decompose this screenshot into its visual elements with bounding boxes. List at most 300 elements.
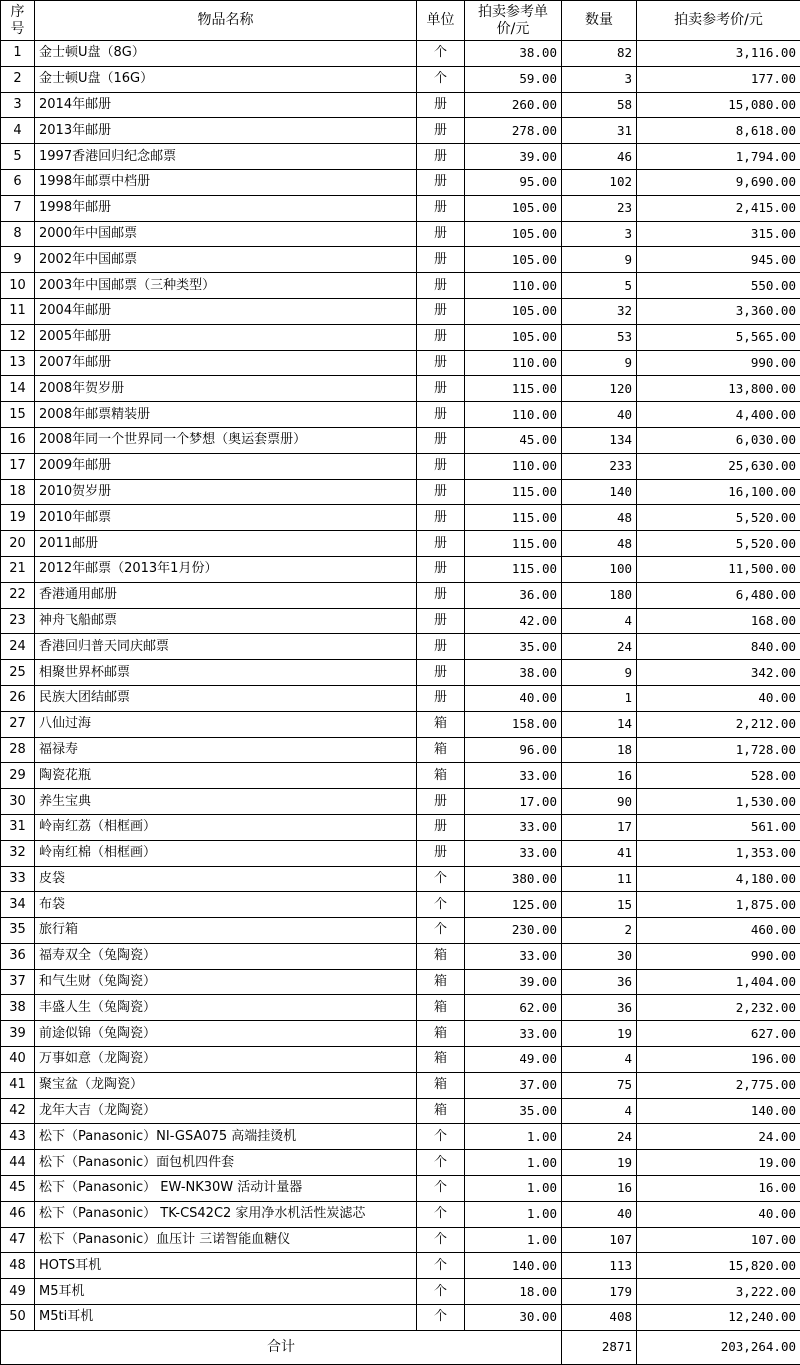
row-unit: 册 bbox=[417, 298, 465, 324]
row-index: 25 bbox=[1, 660, 35, 686]
row-item-name: 松下（Panasonic）NI-GSA075 高端挂烫机 bbox=[35, 1124, 417, 1150]
header-unit: 单位 bbox=[417, 1, 465, 41]
table-row bbox=[1, 453, 800, 479]
row-unit-price: 1.00 bbox=[465, 1201, 562, 1227]
row-unit-price: 140.00 bbox=[465, 1253, 562, 1279]
row-unit-price: 37.00 bbox=[465, 1072, 562, 1098]
row-unit: 箱 bbox=[417, 969, 465, 995]
table-row bbox=[1, 1227, 800, 1253]
row-item-name: 万事如意（龙陶瓷） bbox=[35, 1047, 417, 1073]
row-item-name: 和气生财（兔陶瓷） bbox=[35, 969, 417, 995]
table-row bbox=[1, 479, 800, 505]
row-quantity: 408 bbox=[562, 1305, 637, 1331]
row-total-price: 990.00 bbox=[637, 350, 800, 376]
row-total-price: 40.00 bbox=[637, 1201, 800, 1227]
row-index: 1 bbox=[1, 41, 35, 67]
row-item-name: 2005年邮册 bbox=[35, 324, 417, 350]
row-index: 46 bbox=[1, 1201, 35, 1227]
row-total-price: 24.00 bbox=[637, 1124, 800, 1150]
row-unit: 册 bbox=[417, 221, 465, 247]
row-item-name: 2008年同一个世界同一个梦想（奥运套票册） bbox=[35, 427, 417, 453]
row-quantity: 113 bbox=[562, 1253, 637, 1279]
total-sum: 203,264.00 bbox=[637, 1330, 800, 1364]
row-total-price: 4,400.00 bbox=[637, 402, 800, 428]
row-index: 19 bbox=[1, 505, 35, 531]
row-total-price: 40.00 bbox=[637, 685, 800, 711]
row-item-name: 前途似锦（兔陶瓷） bbox=[35, 1021, 417, 1047]
row-index: 11 bbox=[1, 298, 35, 324]
row-index: 7 bbox=[1, 195, 35, 221]
row-quantity: 53 bbox=[562, 324, 637, 350]
row-unit: 个 bbox=[417, 1176, 465, 1202]
row-total-price: 990.00 bbox=[637, 943, 800, 969]
table-row bbox=[1, 427, 800, 453]
row-item-name: 金士顿U盘（8G） bbox=[35, 41, 417, 67]
row-unit: 个 bbox=[417, 1279, 465, 1305]
row-quantity: 9 bbox=[562, 247, 637, 273]
row-total-price: 16,100.00 bbox=[637, 479, 800, 505]
row-total-price: 342.00 bbox=[637, 660, 800, 686]
row-unit: 个 bbox=[417, 892, 465, 918]
table-row bbox=[1, 505, 800, 531]
row-unit: 箱 bbox=[417, 711, 465, 737]
row-index: 50 bbox=[1, 1305, 35, 1331]
row-index: 48 bbox=[1, 1253, 35, 1279]
table-header bbox=[1, 1, 800, 41]
row-item-name: 2011邮册 bbox=[35, 531, 417, 557]
table-row bbox=[1, 324, 800, 350]
row-unit-price: 33.00 bbox=[465, 840, 562, 866]
row-quantity: 30 bbox=[562, 943, 637, 969]
row-unit-price: 110.00 bbox=[465, 273, 562, 299]
row-total-price: 6,030.00 bbox=[637, 427, 800, 453]
row-item-name: 民族大团结邮票 bbox=[35, 685, 417, 711]
row-index: 23 bbox=[1, 608, 35, 634]
row-total-price: 5,520.00 bbox=[637, 505, 800, 531]
row-unit-price: 1.00 bbox=[465, 1124, 562, 1150]
row-quantity: 2 bbox=[562, 918, 637, 944]
row-unit-price: 1.00 bbox=[465, 1150, 562, 1176]
row-unit-price: 33.00 bbox=[465, 943, 562, 969]
row-index: 44 bbox=[1, 1150, 35, 1176]
row-total-price: 1,353.00 bbox=[637, 840, 800, 866]
row-quantity: 46 bbox=[562, 144, 637, 170]
row-unit: 个 bbox=[417, 866, 465, 892]
row-unit: 册 bbox=[417, 453, 465, 479]
row-total-price: 945.00 bbox=[637, 247, 800, 273]
row-total-price: 5,520.00 bbox=[637, 531, 800, 557]
row-total-price: 2,775.00 bbox=[637, 1072, 800, 1098]
row-unit: 个 bbox=[417, 918, 465, 944]
row-item-name: 2003年中国邮票（三种类型） bbox=[35, 273, 417, 299]
table-body bbox=[1, 41, 800, 1331]
table-row bbox=[1, 1176, 800, 1202]
table-row bbox=[1, 1150, 800, 1176]
row-unit-price: 36.00 bbox=[465, 582, 562, 608]
row-item-name: 香港通用邮册 bbox=[35, 582, 417, 608]
row-total-price: 2,232.00 bbox=[637, 995, 800, 1021]
row-unit: 册 bbox=[417, 118, 465, 144]
row-index: 6 bbox=[1, 169, 35, 195]
row-item-name: 1998年邮册 bbox=[35, 195, 417, 221]
row-quantity: 180 bbox=[562, 582, 637, 608]
table-row bbox=[1, 298, 800, 324]
table-row bbox=[1, 634, 800, 660]
row-total-price: 2,212.00 bbox=[637, 711, 800, 737]
table-row bbox=[1, 1279, 800, 1305]
row-unit-price: 1.00 bbox=[465, 1176, 562, 1202]
total-quantity: 2871 bbox=[562, 1330, 637, 1364]
table-row bbox=[1, 144, 800, 170]
row-quantity: 82 bbox=[562, 41, 637, 67]
table-row bbox=[1, 866, 800, 892]
row-quantity: 19 bbox=[562, 1150, 637, 1176]
row-unit-price: 105.00 bbox=[465, 298, 562, 324]
row-unit-price: 115.00 bbox=[465, 505, 562, 531]
row-unit: 册 bbox=[417, 479, 465, 505]
row-index: 38 bbox=[1, 995, 35, 1021]
row-unit-price: 17.00 bbox=[465, 789, 562, 815]
header-index: 序号 bbox=[1, 1, 35, 41]
row-item-name: HOTS耳机 bbox=[35, 1253, 417, 1279]
row-quantity: 32 bbox=[562, 298, 637, 324]
row-unit: 册 bbox=[417, 427, 465, 453]
row-unit: 册 bbox=[417, 556, 465, 582]
table-row bbox=[1, 943, 800, 969]
row-unit-price: 95.00 bbox=[465, 169, 562, 195]
row-index: 14 bbox=[1, 376, 35, 402]
row-index: 26 bbox=[1, 685, 35, 711]
row-index: 20 bbox=[1, 531, 35, 557]
table-row bbox=[1, 402, 800, 428]
table-row bbox=[1, 711, 800, 737]
row-unit: 册 bbox=[417, 376, 465, 402]
row-index: 30 bbox=[1, 789, 35, 815]
row-unit-price: 40.00 bbox=[465, 685, 562, 711]
row-unit-price: 1.00 bbox=[465, 1227, 562, 1253]
row-index: 2 bbox=[1, 66, 35, 92]
row-item-name: 2004年邮册 bbox=[35, 298, 417, 324]
row-total-price: 561.00 bbox=[637, 814, 800, 840]
row-item-name: 岭南红棉（相框画） bbox=[35, 840, 417, 866]
row-index: 47 bbox=[1, 1227, 35, 1253]
row-index: 33 bbox=[1, 866, 35, 892]
row-total-price: 140.00 bbox=[637, 1098, 800, 1124]
row-unit: 个 bbox=[417, 66, 465, 92]
row-item-name: 丰盛人生（兔陶瓷） bbox=[35, 995, 417, 1021]
row-unit-price: 33.00 bbox=[465, 763, 562, 789]
row-item-name: 2008年邮票精装册 bbox=[35, 402, 417, 428]
row-quantity: 102 bbox=[562, 169, 637, 195]
row-item-name: 2012年邮票（2013年1月份） bbox=[35, 556, 417, 582]
row-unit-price: 38.00 bbox=[465, 41, 562, 67]
row-index: 24 bbox=[1, 634, 35, 660]
row-item-name: 2010贺岁册 bbox=[35, 479, 417, 505]
row-index: 22 bbox=[1, 582, 35, 608]
row-unit-price: 33.00 bbox=[465, 814, 562, 840]
row-index: 18 bbox=[1, 479, 35, 505]
row-unit-price: 62.00 bbox=[465, 995, 562, 1021]
table-row bbox=[1, 1047, 800, 1073]
row-total-price: 15,820.00 bbox=[637, 1253, 800, 1279]
row-item-name: 1997香港回归纪念邮票 bbox=[35, 144, 417, 170]
table-row bbox=[1, 892, 800, 918]
row-quantity: 3 bbox=[562, 221, 637, 247]
header-item-name: 物品名称 bbox=[35, 1, 417, 41]
row-total-price: 6,480.00 bbox=[637, 582, 800, 608]
row-item-name: 福寿双全（兔陶瓷） bbox=[35, 943, 417, 969]
row-unit: 箱 bbox=[417, 737, 465, 763]
row-total-price: 16.00 bbox=[637, 1176, 800, 1202]
row-unit-price: 260.00 bbox=[465, 92, 562, 118]
row-item-name: 聚宝盆（龙陶瓷） bbox=[35, 1072, 417, 1098]
row-unit: 个 bbox=[417, 1201, 465, 1227]
row-total-price: 8,618.00 bbox=[637, 118, 800, 144]
header-quantity: 数量 bbox=[562, 1, 637, 41]
row-quantity: 140 bbox=[562, 479, 637, 505]
row-unit: 箱 bbox=[417, 943, 465, 969]
row-total-price: 15,080.00 bbox=[637, 92, 800, 118]
table-row bbox=[1, 608, 800, 634]
row-item-name: 2013年邮册 bbox=[35, 118, 417, 144]
row-total-price: 550.00 bbox=[637, 273, 800, 299]
row-index: 32 bbox=[1, 840, 35, 866]
table-row bbox=[1, 763, 800, 789]
row-unit-price: 59.00 bbox=[465, 66, 562, 92]
row-item-name: 陶瓷花瓶 bbox=[35, 763, 417, 789]
row-index: 8 bbox=[1, 221, 35, 247]
row-quantity: 120 bbox=[562, 376, 637, 402]
row-unit: 箱 bbox=[417, 995, 465, 1021]
row-index: 10 bbox=[1, 273, 35, 299]
row-unit: 册 bbox=[417, 660, 465, 686]
row-item-name: 松下（Panasonic） EW-NK30W 活动计量器 bbox=[35, 1176, 417, 1202]
row-quantity: 40 bbox=[562, 1201, 637, 1227]
row-quantity: 24 bbox=[562, 634, 637, 660]
row-unit-price: 35.00 bbox=[465, 1098, 562, 1124]
row-item-name: 2007年邮册 bbox=[35, 350, 417, 376]
row-quantity: 48 bbox=[562, 531, 637, 557]
row-quantity: 233 bbox=[562, 453, 637, 479]
table-row bbox=[1, 660, 800, 686]
row-total-price: 315.00 bbox=[637, 221, 800, 247]
row-item-name: 2014年邮册 bbox=[35, 92, 417, 118]
row-unit-price: 39.00 bbox=[465, 969, 562, 995]
row-item-name: 2009年邮册 bbox=[35, 453, 417, 479]
row-unit: 册 bbox=[417, 685, 465, 711]
row-unit-price: 110.00 bbox=[465, 453, 562, 479]
row-quantity: 48 bbox=[562, 505, 637, 531]
row-quantity: 4 bbox=[562, 608, 637, 634]
table-row bbox=[1, 221, 800, 247]
row-unit: 册 bbox=[417, 247, 465, 273]
table-footer bbox=[1, 1330, 800, 1364]
row-index: 4 bbox=[1, 118, 35, 144]
row-index: 36 bbox=[1, 943, 35, 969]
row-unit: 箱 bbox=[417, 1021, 465, 1047]
row-total-price: 627.00 bbox=[637, 1021, 800, 1047]
row-unit-price: 115.00 bbox=[465, 479, 562, 505]
row-unit-price: 30.00 bbox=[465, 1305, 562, 1331]
row-quantity: 9 bbox=[562, 660, 637, 686]
table-row bbox=[1, 66, 800, 92]
row-unit-price: 105.00 bbox=[465, 324, 562, 350]
header-total-price: 拍卖参考价/元 bbox=[637, 1, 800, 41]
row-total-price: 2,415.00 bbox=[637, 195, 800, 221]
row-item-name: 岭南红荔（相框画） bbox=[35, 814, 417, 840]
row-total-price: 107.00 bbox=[637, 1227, 800, 1253]
row-item-name: 松下（Panasonic）血压计 三诺智能血糖仪 bbox=[35, 1227, 417, 1253]
row-quantity: 36 bbox=[562, 995, 637, 1021]
table-row bbox=[1, 737, 800, 763]
row-quantity: 3 bbox=[562, 66, 637, 92]
row-quantity: 23 bbox=[562, 195, 637, 221]
row-quantity: 40 bbox=[562, 402, 637, 428]
table-row bbox=[1, 531, 800, 557]
table-row bbox=[1, 556, 800, 582]
row-unit: 册 bbox=[417, 608, 465, 634]
row-index: 27 bbox=[1, 711, 35, 737]
row-total-price: 5,565.00 bbox=[637, 324, 800, 350]
row-unit-price: 39.00 bbox=[465, 144, 562, 170]
row-quantity: 9 bbox=[562, 350, 637, 376]
row-unit-price: 35.00 bbox=[465, 634, 562, 660]
row-item-name: 旅行箱 bbox=[35, 918, 417, 944]
row-index: 21 bbox=[1, 556, 35, 582]
row-unit-price: 42.00 bbox=[465, 608, 562, 634]
table-row bbox=[1, 1305, 800, 1331]
row-unit-price: 105.00 bbox=[465, 247, 562, 273]
row-total-price: 1,728.00 bbox=[637, 737, 800, 763]
row-item-name: 布袋 bbox=[35, 892, 417, 918]
row-quantity: 100 bbox=[562, 556, 637, 582]
row-unit: 册 bbox=[417, 634, 465, 660]
row-total-price: 1,794.00 bbox=[637, 144, 800, 170]
row-item-name: 神舟飞船邮票 bbox=[35, 608, 417, 634]
total-label: 合计 bbox=[1, 1330, 562, 1364]
row-quantity: 11 bbox=[562, 866, 637, 892]
row-unit: 册 bbox=[417, 505, 465, 531]
row-index: 3 bbox=[1, 92, 35, 118]
row-index: 45 bbox=[1, 1176, 35, 1202]
row-index: 17 bbox=[1, 453, 35, 479]
total-row bbox=[1, 1330, 800, 1364]
row-unit-price: 105.00 bbox=[465, 195, 562, 221]
row-total-price: 1,875.00 bbox=[637, 892, 800, 918]
table-row bbox=[1, 92, 800, 118]
row-unit: 箱 bbox=[417, 763, 465, 789]
row-item-name: 2010年邮票 bbox=[35, 505, 417, 531]
row-index: 12 bbox=[1, 324, 35, 350]
table-row bbox=[1, 169, 800, 195]
row-quantity: 18 bbox=[562, 737, 637, 763]
row-total-price: 460.00 bbox=[637, 918, 800, 944]
row-item-name: 2008年贺岁册 bbox=[35, 376, 417, 402]
row-unit: 册 bbox=[417, 92, 465, 118]
table-row bbox=[1, 273, 800, 299]
row-index: 16 bbox=[1, 427, 35, 453]
row-quantity: 17 bbox=[562, 814, 637, 840]
row-unit: 箱 bbox=[417, 1047, 465, 1073]
row-unit-price: 230.00 bbox=[465, 918, 562, 944]
row-item-name: 松下（Panasonic） TK-CS42C2 家用净水机活性炭滤芯 bbox=[35, 1201, 417, 1227]
row-item-name: 相聚世界杯邮票 bbox=[35, 660, 417, 686]
row-index: 42 bbox=[1, 1098, 35, 1124]
row-unit: 个 bbox=[417, 1253, 465, 1279]
row-total-price: 13,800.00 bbox=[637, 376, 800, 402]
row-total-price: 9,690.00 bbox=[637, 169, 800, 195]
row-unit: 册 bbox=[417, 324, 465, 350]
table-row bbox=[1, 195, 800, 221]
row-index: 49 bbox=[1, 1279, 35, 1305]
table-row bbox=[1, 840, 800, 866]
row-unit: 册 bbox=[417, 582, 465, 608]
table-row bbox=[1, 1098, 800, 1124]
row-item-name: 2000年中国邮票 bbox=[35, 221, 417, 247]
row-quantity: 179 bbox=[562, 1279, 637, 1305]
table-row bbox=[1, 247, 800, 273]
row-unit-price: 96.00 bbox=[465, 737, 562, 763]
row-index: 31 bbox=[1, 814, 35, 840]
row-total-price: 528.00 bbox=[637, 763, 800, 789]
table-row bbox=[1, 918, 800, 944]
row-quantity: 90 bbox=[562, 789, 637, 815]
row-quantity: 24 bbox=[562, 1124, 637, 1150]
row-total-price: 1,404.00 bbox=[637, 969, 800, 995]
row-total-price: 3,222.00 bbox=[637, 1279, 800, 1305]
table-row bbox=[1, 376, 800, 402]
row-index: 29 bbox=[1, 763, 35, 789]
row-item-name: 松下（Panasonic）面包机四件套 bbox=[35, 1150, 417, 1176]
row-quantity: 134 bbox=[562, 427, 637, 453]
table-row bbox=[1, 1124, 800, 1150]
row-item-name: 龙年大吉（龙陶瓷） bbox=[35, 1098, 417, 1124]
header-row bbox=[1, 1, 800, 41]
row-item-name: 香港回归普天同庆邮票 bbox=[35, 634, 417, 660]
row-unit-price: 105.00 bbox=[465, 221, 562, 247]
row-unit-price: 278.00 bbox=[465, 118, 562, 144]
row-item-name: M5ti耳机 bbox=[35, 1305, 417, 1331]
row-unit-price: 115.00 bbox=[465, 531, 562, 557]
row-unit-price: 33.00 bbox=[465, 1021, 562, 1047]
row-item-name: 金士顿U盘（16G） bbox=[35, 66, 417, 92]
table-row bbox=[1, 969, 800, 995]
row-total-price: 168.00 bbox=[637, 608, 800, 634]
row-total-price: 840.00 bbox=[637, 634, 800, 660]
row-index: 9 bbox=[1, 247, 35, 273]
row-index: 5 bbox=[1, 144, 35, 170]
row-item-name: 养生宝典 bbox=[35, 789, 417, 815]
row-quantity: 4 bbox=[562, 1098, 637, 1124]
row-item-name: 八仙过海 bbox=[35, 711, 417, 737]
row-unit: 箱 bbox=[417, 1072, 465, 1098]
row-index: 28 bbox=[1, 737, 35, 763]
row-unit: 册 bbox=[417, 402, 465, 428]
row-unit: 册 bbox=[417, 789, 465, 815]
row-index: 13 bbox=[1, 350, 35, 376]
table-row bbox=[1, 995, 800, 1021]
row-quantity: 41 bbox=[562, 840, 637, 866]
row-total-price: 1,530.00 bbox=[637, 789, 800, 815]
table-row bbox=[1, 1201, 800, 1227]
row-index: 15 bbox=[1, 402, 35, 428]
table-row bbox=[1, 1072, 800, 1098]
row-index: 37 bbox=[1, 969, 35, 995]
table-row bbox=[1, 814, 800, 840]
row-unit: 个 bbox=[417, 41, 465, 67]
row-unit-price: 158.00 bbox=[465, 711, 562, 737]
row-quantity: 36 bbox=[562, 969, 637, 995]
